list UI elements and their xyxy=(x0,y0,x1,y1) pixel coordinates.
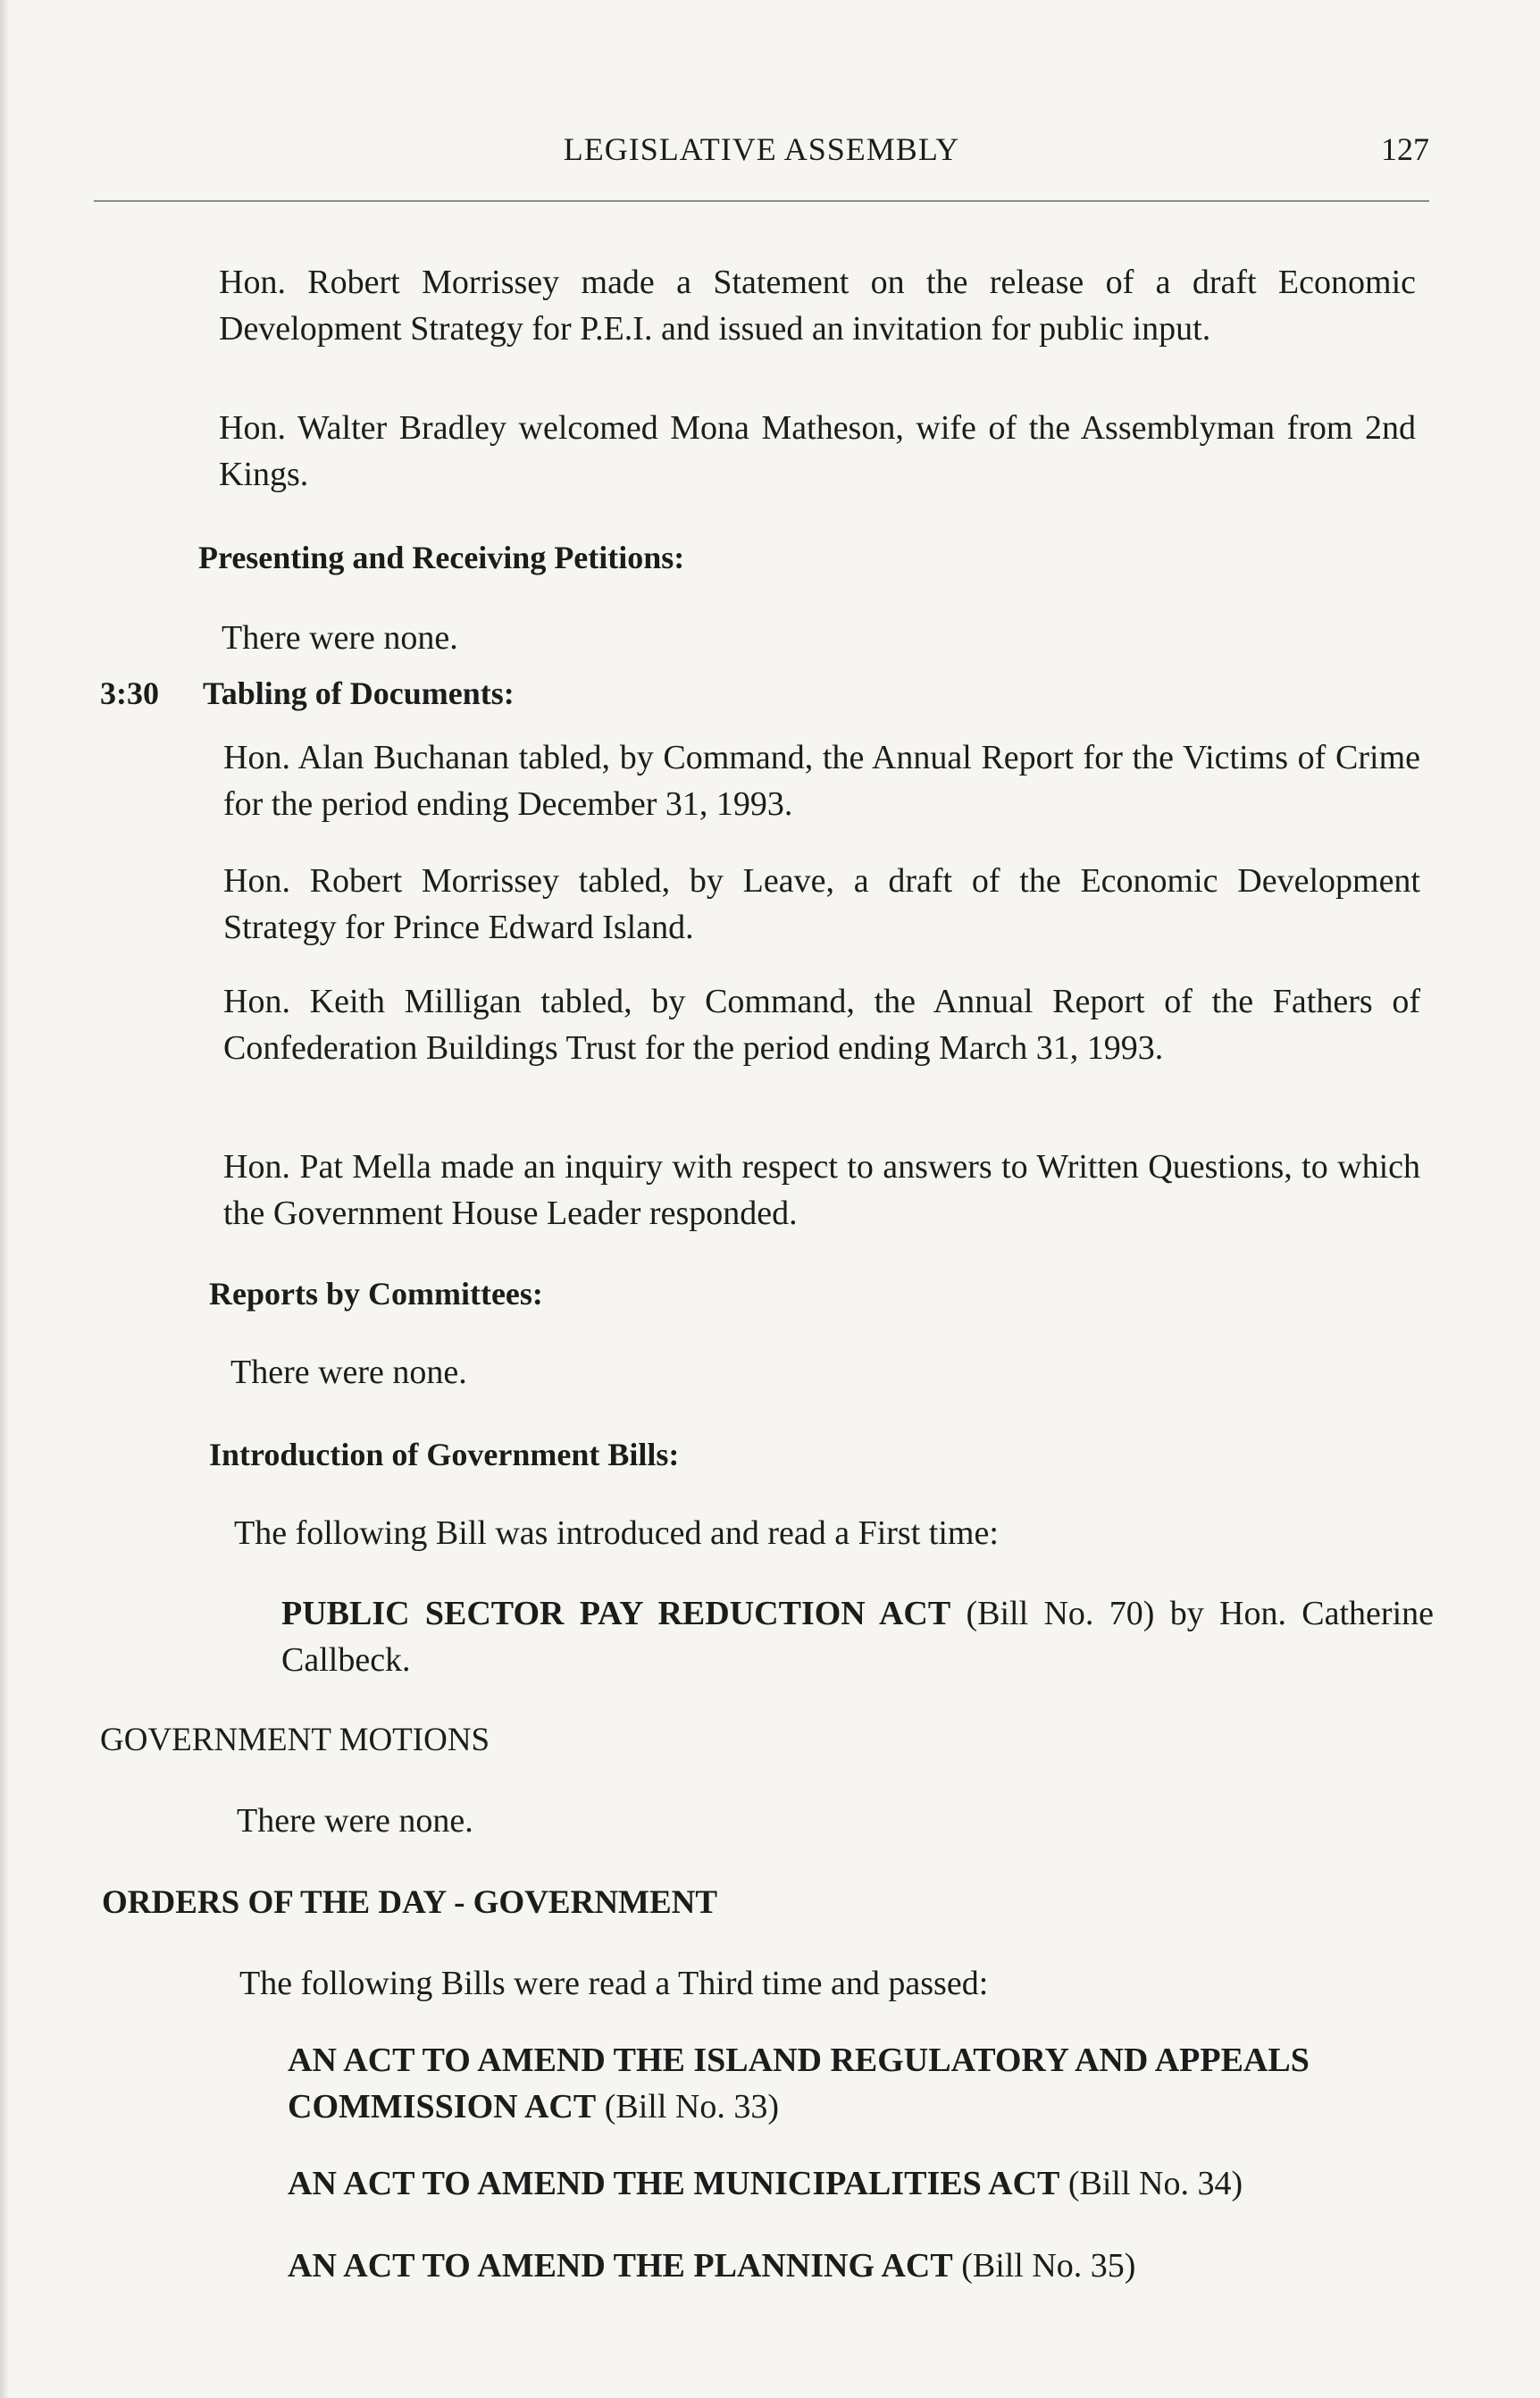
tabling-item: Hon. Pat Mella made an inquiry with respect to answers to Written Questions, to which the Government House Leader responded. xyxy=(223,1148,1420,1232)
tabling-item: Hon. Alan Buchanan tabled, by Command, the Annual Report for the Victims of Crime for the period ending December 31, 1993. xyxy=(223,739,1420,823)
running-title: LEGISLATIVE ASSEMBLY xyxy=(563,131,960,167)
bill-entry xyxy=(288,2243,1440,2289)
bill-entry xyxy=(288,2037,1440,2130)
gov-bills-heading: Introduction of Government Bills: xyxy=(209,1437,680,1472)
tabling-heading: Tabling of Documents: xyxy=(203,675,515,711)
gov-bills-intro: The following Bill was introduced and read a First time: xyxy=(234,1514,999,1552)
committees-heading: Reports by Committees: xyxy=(209,1276,543,1312)
petitions-text: There were none. xyxy=(222,619,458,657)
bill-details: (Bill No. 33) xyxy=(596,2088,779,2126)
petitions-heading: Presenting and Receiving Petitions: xyxy=(198,540,685,575)
page-header xyxy=(94,123,1429,168)
motions-heading: GOVERNMENT MOTIONS xyxy=(100,1722,490,1758)
orders-intro: The following Bills were read a Third time and passed: xyxy=(239,1965,989,2002)
bill-title: AN ACT TO AMEND THE ISLAND REGULATORY AND APPEALS COMMISSION ACT xyxy=(288,2042,1310,2126)
orders-heading: ORDERS OF THE DAY - GOVERNMENT xyxy=(102,1884,718,1921)
bill-details: (Bill No. 34) xyxy=(1059,2165,1243,2202)
statement-paragraph: Hon. Robert Morrissey made a Statement on the release of a draft Economic Development Strategy for P.E.I. and issued an invitation for public input. xyxy=(219,264,1416,348)
bill-entry xyxy=(288,2160,1440,2207)
tabling-item: Hon. Keith Milligan tabled, by Command, the Annual Report of the Fathers of Confederation Buildings Trust for the period ending March 31, 1993. xyxy=(223,983,1420,1067)
committees-text: There were none. xyxy=(230,1354,467,1391)
motions-text: There were none. xyxy=(237,1802,473,1840)
bill-title: PUBLIC SECTOR PAY REDUCTION ACT xyxy=(281,1595,951,1632)
bill-title: AN ACT TO AMEND THE MUNICIPALITIES ACT xyxy=(288,2165,1060,2202)
header-rule xyxy=(94,200,1429,202)
bill-title: AN ACT TO AMEND THE PLANNING ACT xyxy=(288,2247,953,2285)
page-number: 127 xyxy=(1381,131,1429,167)
bill-entry xyxy=(281,1590,1434,1683)
bill-details: (Bill No. 70) by Hon. Catherine Callbeck. xyxy=(281,1595,1434,1679)
page-edge-shadow xyxy=(0,0,9,2398)
tabling-item: Hon. Robert Morrissey tabled, by Leave, a draft of the Economic Development Strategy for Prince Edward Island. xyxy=(223,862,1420,946)
bill-details: (Bill No. 35) xyxy=(952,2247,1136,2285)
welcome-paragraph: Hon. Walter Bradley welcomed Mona Matheson, wife of the Assemblyman from 2nd Kings. xyxy=(219,409,1416,493)
time-marker: 3:30 xyxy=(100,675,159,711)
